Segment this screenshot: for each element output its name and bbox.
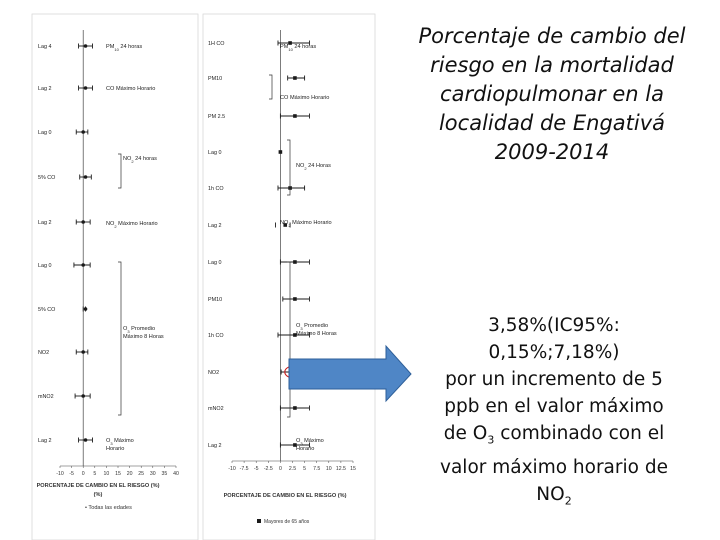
left-point-estimate (81, 263, 85, 267)
result-line: por un incremento de 5 (445, 369, 663, 390)
left-point-estimate (84, 86, 88, 90)
right-category-label: 1h CO (208, 333, 224, 339)
left-x-axis-label: PORCENTAJE DE CAMBIO EN EL RIESGO (%) (36, 483, 160, 489)
right-group-label: $PM_{10}$ 24 horas (280, 44, 317, 52)
right-forest-panel (203, 14, 375, 540)
left-point-estimate (84, 307, 88, 311)
right-x-tick-label: 10 (325, 466, 332, 472)
left-x-tick-label: 0 (81, 471, 85, 477)
right-x-tick-label: -7.5 (239, 466, 249, 472)
right-x-tick-label: 5 (303, 466, 307, 472)
result-line: de $O_3$ combinado con el (443, 423, 665, 447)
right-category-label: NO2 (208, 370, 220, 376)
left-category-label: 5% CO (38, 175, 56, 181)
left-group-label: Horario (106, 446, 125, 452)
left-x-tick-label: -5 (69, 471, 74, 477)
left-group-label: $O_3$ Máximo (106, 438, 134, 446)
left-group-label: $PM_{10}$ 24 horas (106, 44, 143, 52)
left-group-label: Máximo 8 Horas (123, 334, 164, 340)
left-category-label: Lag 2 (38, 220, 52, 226)
left-category-label: Lag 0 (38, 130, 52, 136)
right-point-estimate (293, 406, 297, 410)
result-line: ppb en el valor máximo (444, 396, 664, 417)
title-line: 2009-2014 (494, 140, 610, 164)
right-category-label: PM10 (208, 297, 223, 303)
left-category-label: Lag 2 (38, 438, 52, 444)
left-point-estimate (84, 438, 88, 442)
right-x-tick-label: 2.5 (288, 466, 297, 472)
right-group-label: Máximo 8 Horas (296, 331, 337, 337)
left-category-label: 5% CO (38, 307, 56, 313)
right-category-label: Lag 0 (208, 150, 222, 156)
right-group-label: CO Máximo Horario (280, 95, 330, 101)
right-x-tick-label: -2.5 (263, 466, 273, 472)
left-category-label: Lag 0 (38, 263, 52, 269)
left-point-estimate (84, 44, 88, 48)
result-line: $NO_2$ (536, 483, 572, 508)
left-category-label: Lag 2 (38, 86, 52, 92)
right-point-estimate (288, 41, 292, 45)
left-forest-panel (32, 14, 198, 540)
right-x-tick-label: 7.5 (313, 466, 321, 472)
left-x-tick-label: 35 (161, 471, 168, 477)
left-x-tick-label: 30 (149, 471, 156, 477)
right-point-estimate (293, 260, 297, 264)
slide-title (398, 22, 706, 167)
right-x-tick-label: -10 (228, 466, 236, 472)
left-legend: • Todas las edades (85, 505, 132, 511)
result-text (420, 312, 688, 514)
right-category-label: Lag 2 (208, 443, 222, 449)
left-x-tick-label: 20 (126, 471, 133, 477)
right-legend: Mayores de 65 años (264, 519, 310, 525)
left-x-tick-label: 5 (93, 471, 97, 477)
left-x-tick-label: 25 (138, 471, 145, 477)
right-category-label: 1H CO (208, 41, 225, 47)
right-group-label: Horario (296, 446, 315, 452)
left-x-tick-label: -10 (56, 471, 64, 477)
right-x-tick-label: 12.5 (335, 466, 346, 472)
result-estimate: 3,58%(IC95%: 0,15%;7,18%) (488, 315, 620, 363)
right-category-label: mNO2 (208, 406, 224, 412)
title-line: localidad de Engativá (438, 111, 666, 135)
right-group-label: $NO_2$ Máximo Horario (280, 220, 332, 228)
left-group-label: CO Máximo Horario (106, 86, 156, 92)
right-group-label: $O_3$ Máximo (296, 438, 324, 446)
left-point-estimate (81, 130, 85, 134)
right-category-label: PM10 (208, 76, 223, 82)
right-category-label: Lag 2 (208, 223, 222, 229)
left-x-tick-label: 15 (115, 471, 121, 477)
left-group-label: $O_3$ Promedio (123, 326, 156, 334)
left-group-label: $NO_2$ 24 horas (123, 156, 157, 164)
right-point-estimate (279, 150, 283, 154)
right-x-axis-label: PORCENTAJE DE CAMBIO EN EL RIESGO (%) (223, 493, 347, 499)
left-x-axis-unit: (%) (93, 492, 103, 498)
left-category-label: NO2 (38, 350, 50, 356)
left-x-tick-label: 10 (103, 471, 110, 477)
left-point-estimate (81, 220, 85, 224)
right-x-tick-label: -5 (253, 466, 259, 472)
left-point-estimate (81, 350, 85, 354)
right-category-label: PM 2.5 (208, 114, 226, 120)
right-category-label: 1h CO (208, 186, 224, 192)
left-point-estimate (84, 175, 88, 179)
left-x-tick-label: 40 (173, 471, 179, 477)
left-group-label: $NO_2$ Máximo Horario (106, 221, 158, 229)
right-point-estimate (293, 76, 297, 80)
right-x-tick-label: 15 (350, 466, 356, 472)
right-category-label: Lag 0 (208, 260, 222, 266)
right-point-estimate (293, 297, 297, 301)
left-point-estimate (81, 394, 85, 398)
title-line: Porcentaje de cambio del (418, 24, 686, 48)
right-point-estimate (293, 114, 297, 118)
left-category-label: mNO2 (38, 394, 54, 400)
title-line: riesgo en la mortalidad (430, 53, 674, 77)
left-category-label: Lag 4 (38, 44, 52, 50)
right-group-label: $O_3$ Promedio (296, 323, 329, 331)
right-x-tick-label: 0 (278, 466, 282, 472)
right-group-label: $NO_2$ 24 Horas (296, 163, 331, 171)
right-legend-marker (257, 519, 261, 523)
left-panel-border (32, 14, 198, 540)
result-line: valor máximo horario de (440, 456, 668, 478)
title-line: cardiopulmonar en la (440, 82, 664, 106)
